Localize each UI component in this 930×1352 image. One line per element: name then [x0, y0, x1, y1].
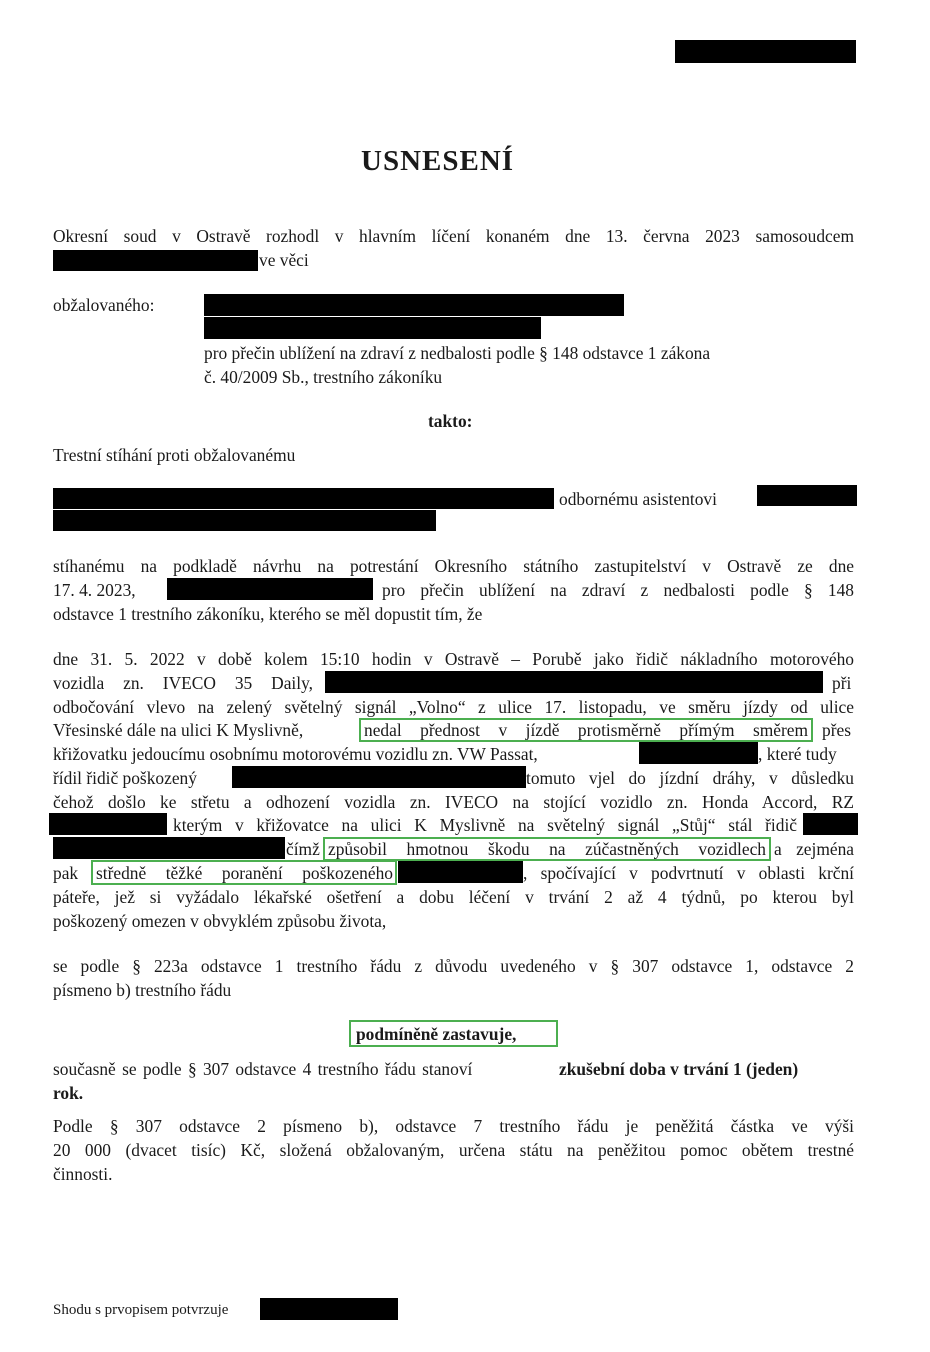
intro-line-2: ve věci — [259, 250, 309, 270]
p2-line-4b: nedal přednost v jízdě protisměrně přímým směrem — [364, 720, 808, 740]
p1-line-2a: 17. 4. 2023, — [53, 580, 136, 600]
payment-line-3: činnosti. — [53, 1164, 113, 1184]
redacted-clerk — [260, 1298, 398, 1320]
redacted-plate-3 — [49, 813, 167, 835]
defendant-label: obžalovaného: — [53, 295, 155, 315]
prosecution-heading: Trestní stíhání proti obžalovanému — [53, 445, 296, 465]
p3-line-2: písmeno b) trestního řádu — [53, 980, 232, 1000]
p2-line-10b: středně těžké poranění poškozeného — [96, 863, 393, 883]
p2-line-10c: , spočívající v podvrtnutí v oblasti krční — [523, 863, 854, 883]
p2-line-9a: čímž — [286, 839, 320, 859]
p1-line-2b: pro přečin ublížení na zdraví z nedbalosti podle § 148 — [382, 580, 854, 600]
p2-line-8: kterým v křižovatce na ulici K Myslivně na světelný signál „Stůj“ stál řidič — [173, 815, 797, 835]
redacted-employer — [757, 485, 857, 506]
redacted-injured-name — [232, 766, 526, 788]
p3-line-1: se podle § 223a odstavce 1 trestního řádu z důvodu uvedeného v § 307 odstavce 1, odstavce 2 — [53, 956, 854, 976]
document-title: USNESENÍ — [361, 145, 515, 177]
probation-line-2: rok. — [53, 1083, 84, 1103]
p2-line-10a: pak — [53, 863, 79, 883]
intro-line-1: Okresní soud v Ostravě rozhodl v hlavním líčení konaném dne 13. června 2023 samosoudcem — [53, 226, 854, 246]
p2-line-1: dne 31. 5. 2022 v době kolem 15:10 hodin v Ostravě – Porubě jako řidič nákladního motorového — [53, 649, 854, 669]
redacted-injured-2 — [398, 861, 523, 883]
p2-line-9c: a zejména — [774, 839, 854, 859]
p1-line-1: stíhanému na podkladě návrhu na potrestání Okresního státního zastupitelství v Ostravě ze dne — [53, 556, 854, 576]
charge-line-1: pro přečin ublížení na zdraví z nedbalosti podle § 148 odstavce 1 zákona — [204, 343, 711, 363]
p2-line-4c: přes — [822, 720, 851, 740]
redacted-defendant-full — [53, 488, 554, 509]
p1-line-3: odstavce 1 trestního zákoníku, kterého se měl dopustit tím, že — [53, 604, 483, 624]
redacted-address — [53, 510, 436, 531]
p2-line-11: páteře, jež si vyžádalo lékařské ošetření a dobu léčení v trvání 2 až 4 týdnů, po kterou byl — [53, 887, 854, 907]
p2-line-2b: při — [832, 673, 852, 693]
footer-text: Shodu s prvopisem potvrzuje — [53, 1302, 229, 1318]
charge-line-2: č. 40/2009 Sb., trestního zákoníku — [204, 367, 443, 387]
p2-line-7: čehož došlo ke střetu a odhození vozidla zn. IVECO na stojící vozidlo zn. Honda Accord, RZ — [53, 792, 854, 812]
redacted-driver-2 — [53, 837, 285, 859]
redacted-file-number — [167, 578, 373, 600]
redacted-judge — [53, 250, 258, 271]
probation-line-1a: současně se podle § 307 odstavce 4 trestního řádu stanoví — [53, 1059, 473, 1079]
redacted-driver-1 — [803, 813, 858, 835]
verdict-text: podmíněně zastavuje, — [356, 1024, 517, 1044]
p2-line-9b: způsobil hmotnou škodu na zúčastněných vozidlech — [328, 839, 766, 859]
redacted-plate-2 — [639, 742, 758, 764]
redacted-plate-1 — [325, 671, 823, 693]
p2-line-5b: , které tudy — [758, 744, 837, 764]
payment-line-1: Podle § 307 odstavce 2 písmeno b), odstavce 7 trestního řádu je peněžitá částka ve výši — [53, 1116, 854, 1136]
probation-line-1b: zkušební doba v trvání 1 (jeden) — [559, 1059, 799, 1079]
p2-line-2a: vozidla zn. IVECO 35 Daily, — [53, 673, 313, 693]
redacted-defendant-details — [204, 317, 541, 339]
takto-heading: takto: — [428, 411, 473, 431]
p2-line-6b: tomuto vjel do jízdní dráhy, v důsledku — [526, 768, 854, 788]
assistant-text: odbornému asistentovi — [559, 489, 717, 509]
p2-line-12: poškozený omezen v obvyklém způsobu života, — [53, 911, 387, 931]
p2-line-5a: křižovatku jedoucímu osobnímu motorovému vozidlu zn. VW Passat, — [53, 744, 538, 764]
p2-line-3: odbočování vlevo na zelený světelný signál „Volno“ z ulice 17. listopadu, ve směru jízdy od ulice — [53, 697, 854, 717]
payment-line-2: 20 000 (dvacet tisíc) Kč, složená obžalovaným, určena státu na peněžitou pomoc obětem trestné — [53, 1140, 854, 1160]
redacted-case-number — [675, 40, 856, 63]
p2-line-4a: Vřesinské dále na ulici K Myslivně, — [53, 720, 304, 740]
p2-line-6a: řídil řidič poškozený — [53, 768, 197, 788]
redacted-defendant-name — [204, 294, 624, 316]
